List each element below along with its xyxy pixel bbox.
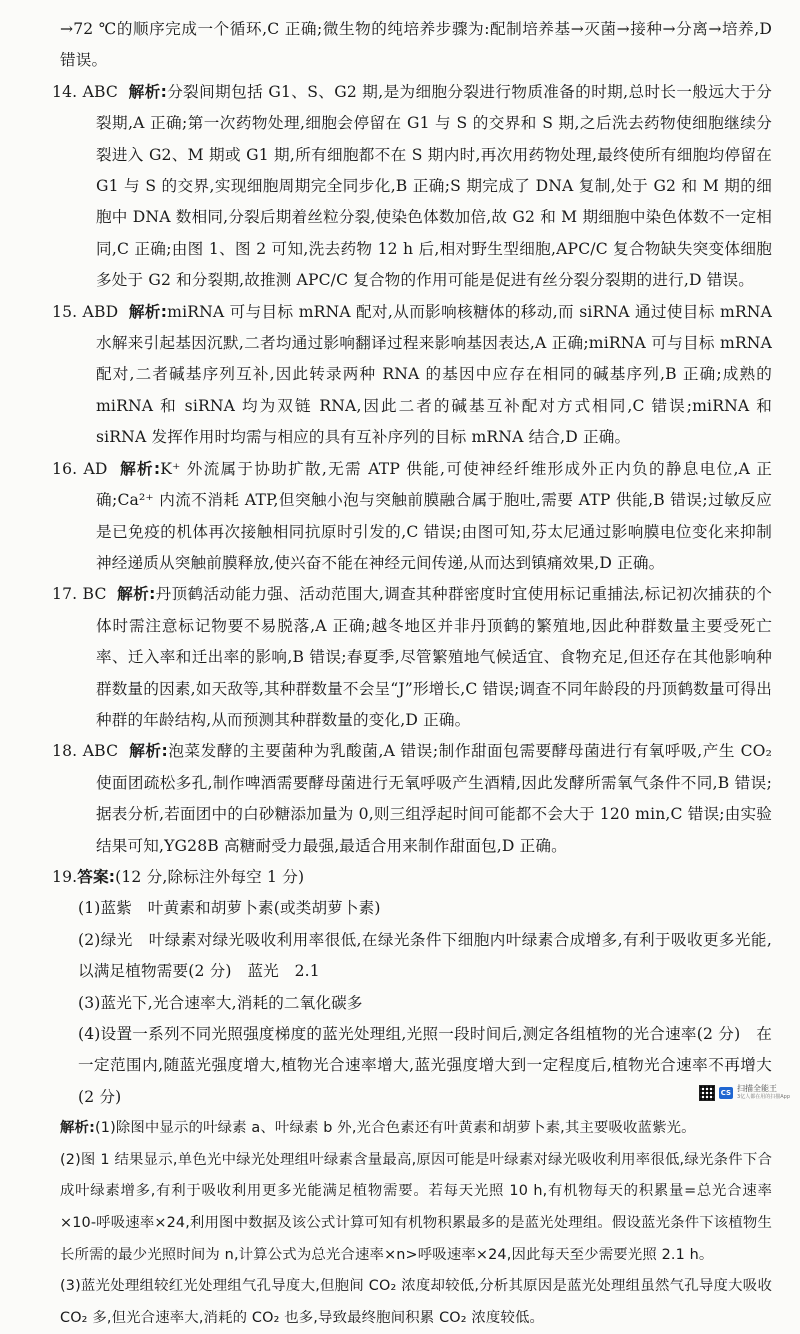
- explanation-19-part-2: (2)图 1 结果显示,单色光中绿光处理组叶绿素含量最高,原因可能是叶绿素对绿光吸收利用率很低,绿光条件下合成叶绿素增多,有利于吸收利用更多光能满足植物需要。若每天光照 10 h,有机物每天的积累量=总光合速率×10-呼吸速率×24,利用图中数据及该公式计算可知有机物积累最多的是蓝光处理组。假设蓝光条件下该植物生长所需的最少光照时间为 n,计算公式为总光合速率×n>呼吸速率×24,因此每天至少需要光照 2.1 h。: [60, 1151, 772, 1263]
- scanner-brand: 扫描全能王: [737, 1084, 778, 1093]
- paragraph-13-tail: →72 ℃的顺序完成一个循环,C 正确;微生物的纯培养步骤为:配制培养基→灭菌→接种→分离→培养,D 错误。: [60, 20, 772, 70]
- analysis-label: 解析:: [117, 585, 156, 604]
- qr-code-icon: [699, 1085, 715, 1101]
- answer-19-header: 19.答案:(12 分,除标注外每空 1 分): [52, 867, 305, 886]
- answer-number: 19.: [52, 867, 78, 886]
- explanation-19-part-3: (3)蓝光处理组较红光处理组气孔导度大,但胞间 CO₂ 浓度却较低,分析其原因是蓝光处理组虽然气孔导度大吸收 CO₂ 多,但光合速率大,消耗的 CO₂ 也多,导致最终胞间积累 CO₂ 浓度较低。: [60, 1278, 772, 1326]
- answer-number: 17. BC: [52, 585, 107, 604]
- answer-16: 16. AD 解析:K⁺ 外流属于协助扩散,无需 ATP 供能,可使神经纤维形成外正内负的静息电位,A 正确;Ca²⁺ 内流不消耗 ATP,但突触小泡与突触前膜融合属于胞吐,需要 ATP 供能,B 错误;过敏反应是已免疫的机体再次接触相同抗原时引发的,C 错误;由图可知,芬太尼通过影响膜电位变化来抑制神经递质从突触前膜释放,使兴奋不能在神经元间传递,从而达到镇痛效果,D 正确。: [52, 459, 773, 572]
- answer-number: 16. AD: [52, 459, 108, 478]
- answer-19-part-1: (1)蓝紫 叶黄素和胡萝卜素(或类胡萝卜素): [78, 899, 381, 918]
- scanner-slogan: 3亿人都在用的扫描App: [737, 1094, 790, 1100]
- answer-15: 15. ABD 解析:miRNA 可与目标 mRNA 配对,从而影响核糖体的移动,而 siRNA 通过使目标 mRNA 水解来引起基因沉默,二者均通过影响翻译过程来影响基因表达,A 正确;miRNA 可与目标 mRNA 配对,二者碱基序列互补,因此转录两种 RNA 的基因中应存在相同的碱基序列,B 正确;成熟的 miRNA 和 siRNA 均为双链 RNA,因此二者的碱基互补配对方式相同,C 错误;miRNA 和 siRNA 发挥作用时均需与相应的具有互补序列的目标 mRNA 结合,D 正确。: [52, 302, 773, 447]
- answer-18: 18. ABC 解析:泡菜发酵的主要菌种为乳酸菌,A 错误;制作甜面包需要酵母菌进行有氧呼吸,产生 CO₂ 使面团疏松多孔,制作啤酒需要酵母菌进行无氧呼吸产生酒精,因此发酵所需氧气条件不同,B 错误;据表分析,若面团中的白砂糖添加量为 0,则三组浮起时间可能都不会大于 120 min,C 错误;由实验结果可知,YG28B 高糖耐受力最强,最适合用来制作甜面包,D 正确。: [52, 742, 773, 855]
- scanner-watermark: [699, 1084, 790, 1102]
- answer-number: 14. ABC: [52, 82, 118, 101]
- answer-number: 15. ABD: [52, 302, 119, 321]
- answer-19-part-2: (2)绿光 叶绿素对绿光吸收利用率很低,在绿光条件下细胞内叶绿素合成增多,有利于吸收更多光能,以满足植物需要(2 分) 蓝光 2.1: [78, 930, 772, 981]
- analysis-label: 解析:: [120, 459, 161, 478]
- explanation-19-part-1: 解析:(1)除图中显示的叶绿素 a、叶绿素 b 外,光合色素还有叶黄素和胡萝卜素,其主要吸收蓝紫光。: [60, 1120, 696, 1137]
- analysis-label: 解析:: [128, 302, 168, 321]
- answer-14: 14. ABC 解析:分裂间期包括 G1、S、G2 期,是为细胞分裂进行物质准备的时期,总时长一般远大于分裂期,A 正确;第一次药物处理,细胞会停留在 G1 与 S 的交界和 S 期,之后洗去药物使细胞继续分裂进入 G2、M 期或 G1 期,所有细胞都不在 S 期内时,再次用药物处理,最终使所有细胞均停留在 G1 与 S 的交界,实现细胞周期完全同步化,B 正确;S 期完成了 DNA 复制,处于 G2 和 M 期的细胞中 DNA 数相同,分裂后期着丝粒分裂,使染色体数加倍,故 G2 和 M 期细胞中染色体数不一定相同,C 正确;由图 1、图 2 可知,洗去药物 12 h 后,相对野生型细胞,APC/C 复合物缺失突变体细胞多处于 G2 和分裂期,故推测 APC/C 复合物的作用可能是促进有丝分裂分裂期的进行,D 错误。: [52, 82, 772, 290]
- answer-19-part-4: (4)设置一系列不同光照强度梯度的蓝光处理组,光照一段时间后,测定各组植物的光合速率(2 分) 在一定范围内,随蓝光强度增大,植物光合速率增大,蓝光强度增大到一定程度后,植物光合速率不再增大(2 分): [78, 1025, 772, 1106]
- answer-label: 答案:: [77, 867, 116, 886]
- analysis-label: 解析:: [60, 1120, 95, 1137]
- analysis-label: 解析:: [129, 742, 168, 761]
- answer-19-part-3: (3)蓝光下,光合速率大,消耗的二氧化碳多: [78, 993, 363, 1012]
- analysis-label: 解析:: [128, 82, 167, 101]
- answer-number: 18. ABC: [52, 742, 119, 761]
- answer-page: [52, 14, 773, 1334]
- scanner-logo-icon: CS: [720, 1089, 732, 1097]
- answer-17: 17. BC 解析:丹顶鹤活动能力强、活动范围大,调查其种群密度时宜使用标记重捕法,标记初次捕获的个体时需注意标记物要不易脱落,A 正确;越冬地区并非丹顶鹤的繁殖地,因此种群数量主要受死亡率、迁入率和迁出率的影响,B 错误;春夏季,尽管繁殖地气候适宜、食物充足,但还存在其他影响种群数量的因素,如天敌等,其种群数量不会呈“J”形增长,C 错误;调查不同年龄段的丹顶鹤数量可得出种群的年龄结构,从而预测其种群数量的变化,D 正确。: [52, 585, 772, 729]
